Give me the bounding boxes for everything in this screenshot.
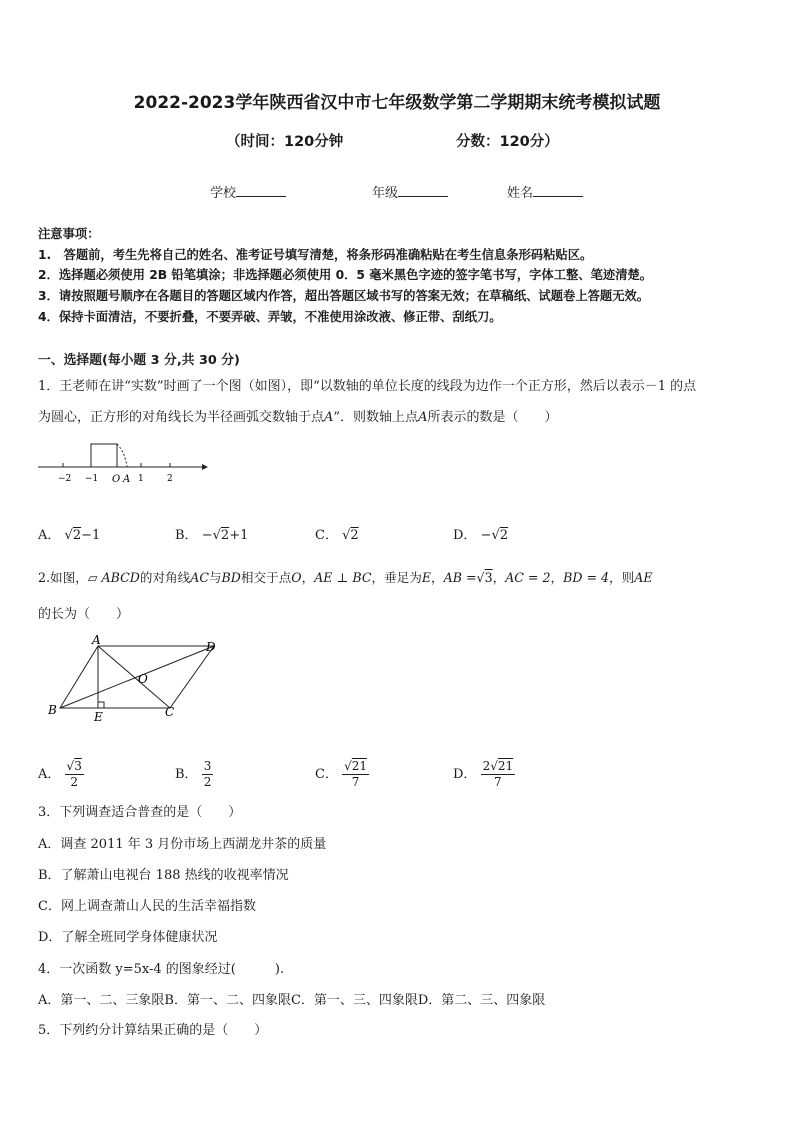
q1-stem-line2: 为圆心，正方形的对角线长为半径画弧交数轴于点A”．则数轴上点A所表示的数是（ ） (38, 410, 558, 425)
q1-option-c[interactable]: C． √2 (315, 528, 359, 543)
q1-stem-line1: 1．王老师在讲“实数”时画了一个图（如图），即“以数轴的单位长度的线段为边作一个正方形，然后以表示－1 的点 (38, 379, 697, 394)
name-field (507, 182, 583, 201)
axis-label: −2 (58, 474, 72, 484)
note-item: 3．请按照题号顺序在各题目的答题区域内作答，超出答题区域书写的答案无效；在草稿纸、试题卷上答题无效。 (38, 289, 650, 303)
point-label: E (94, 710, 103, 724)
q3-stem: 3．下列调查适合普查的是（ ） (38, 805, 242, 820)
q1-number-line-figure (36, 440, 211, 486)
axis-label: 2 (167, 474, 173, 484)
page-title: 2022-2023学年陕西省汉中市七年级数学第二学期期末统考模拟试题 (133, 93, 661, 113)
point-label: O (138, 672, 148, 686)
q2-stem-line2: 的长为（ ） (38, 607, 130, 622)
note-item: 4．保持卡面清洁，不要折叠，不要弄破、弄皱，不准使用涂改液、修正带、刮纸刀。 (38, 310, 502, 324)
exam-time: （时间：120分钟 (226, 134, 344, 150)
note-item: 1. 答题前，考生先将自己的姓名、准考证号填写清楚，将条形码准确粘贴在考生信息条形码粘贴区。 (38, 248, 593, 262)
q1-option-b[interactable]: B． −√2+1 (175, 528, 249, 543)
school-field (210, 182, 286, 201)
point-label: D (206, 640, 216, 654)
axis-label: −1 (85, 474, 99, 484)
q3-option-a[interactable]: A．调查 2011 年 3 月份市场上西湖龙井茶的质量 (38, 837, 327, 852)
axis-label: 1 (138, 474, 144, 484)
point-label: A (92, 633, 101, 647)
grade-field (372, 182, 448, 201)
exam-score: 分数：120分） (456, 134, 559, 150)
q3-option-c[interactable]: C．网上调查萧山人民的生活幸福指数 (38, 899, 256, 914)
point-label: B (48, 703, 57, 717)
q2-option-b[interactable]: B． $\frac{3}{2}$ (175, 759, 212, 789)
q5-stem: 5．下列约分计算结果正确的是（ ） (38, 1023, 268, 1038)
note-item: 2．选择题必须使用 2B 铅笔填涂；非选择题必须使用 0．5 毫米黑色字迹的签字笔书写，字体工整、笔迹清楚。 (38, 268, 653, 282)
q1-option-d[interactable]: D． −√2 (453, 528, 509, 543)
axis-label: A (123, 474, 131, 485)
q2-stem-line1: 2.如图，▱ ABCD的对角线AC与BD相交于点O，AE ⊥ BC，垂足为E，AB =√3，AC = 2，BD = 4，则AE (38, 570, 653, 585)
q3-option-d[interactable]: D．了解全班同学身体健康状况 (38, 930, 218, 945)
axis-label: O (112, 474, 121, 485)
school-label: 学校 (210, 186, 237, 201)
q4-options[interactable]: A．第一、二、三象限B．第一、二、四象限C．第一、三、四象限D．第二、三、四象限 (38, 993, 546, 1008)
q2-option-c[interactable]: C． $\frac{√21}{7}$ (315, 759, 368, 789)
q4-stem: 4．一次函数 y=5x-4 的图象经过( ). (38, 962, 285, 977)
notes-heading: 注意事项： (38, 227, 100, 241)
q3-option-b[interactable]: B．了解萧山电视台 188 热线的收视率情况 (38, 868, 289, 883)
q2-option-a[interactable]: A． $\frac{√3}{2}$ (38, 759, 82, 789)
q2-parallelogram-figure (44, 632, 224, 724)
point-label: C (165, 705, 175, 719)
q2-option-d[interactable]: D． $\frac{2√21}{7}$ (453, 759, 514, 789)
grade-label: 年级 (372, 186, 399, 201)
name-label: 姓名 (507, 186, 534, 201)
q1-option-a[interactable]: A． √2−1 (38, 528, 101, 543)
section-heading: 一、选择题(每小题 3 分,共 30 分) (38, 353, 240, 368)
